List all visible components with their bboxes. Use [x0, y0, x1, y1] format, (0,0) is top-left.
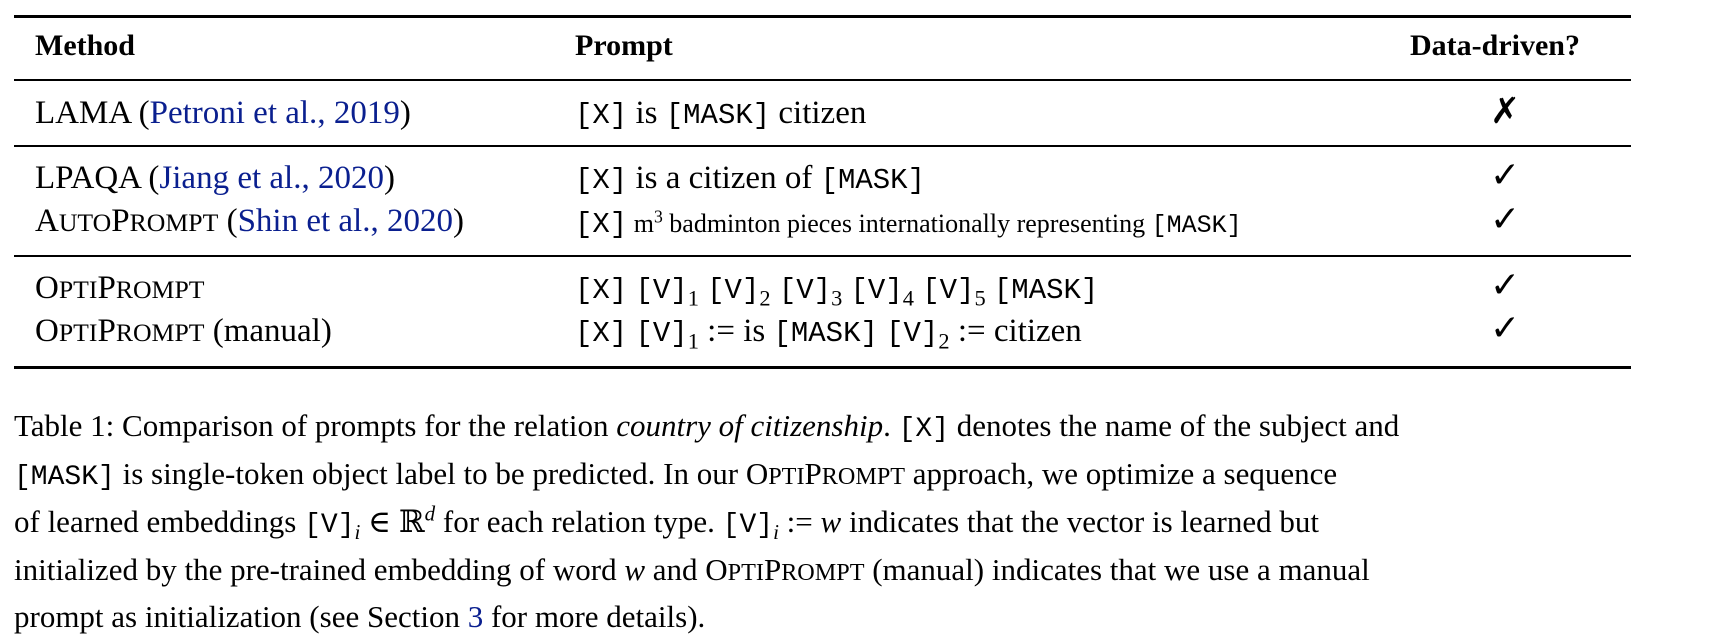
row-lpaqa-prompt: [X] is a citizen of [MASK] — [575, 160, 925, 197]
row-optiprompt-prompt: [X] $[V]_1$ $[V]_2$ $[V]_3$ $[V]_4$ $[V]_5$ [MASK] — [575, 274, 1099, 311]
row-lama-prompt: [X] is [MASK] citizen — [575, 95, 867, 132]
header-prompt: Prompt — [575, 29, 673, 62]
check-mark: ✓ — [1490, 265, 1521, 306]
optiprompt-name: OPTIPROMPT — [745, 456, 906, 491]
caption-line-3: of learned embeddings $[V]_i$ ∈ ℝ$^d$ for each relation type. $[V]_i$ := w indicates that the vector is learned but — [14, 501, 1319, 545]
token-x: [X] — [575, 164, 628, 197]
row-autoprompt-prompt: [X] $m^3$ badminton pieces internationally representing [MASK] — [575, 206, 1242, 241]
row-lama-method: LAMA (Petroni et al., 2019) — [35, 95, 411, 131]
row-optiprompt-method — [35, 272, 204, 305]
token-mask: [MASK] — [993, 274, 1099, 307]
optiprompt-name: OPTIPROMPT — [705, 552, 865, 587]
citation-link[interactable]: Petroni et al., 2019 — [149, 95, 400, 131]
token-x: [X] — [575, 317, 628, 350]
caption-line-2: [MASK] is single-token object label to be predicted. In our OPTIPROMPT approach, we optimize a sequence — [14, 456, 1338, 493]
table-top-rule — [14, 15, 1631, 18]
caption-line-5: prompt as initialization (see Section 3 for more details). — [14, 599, 706, 634]
token-x: [X] — [575, 99, 628, 132]
check-mark: ✓ — [1490, 155, 1521, 196]
token-x: [X] — [575, 274, 628, 307]
token-x: [X] — [575, 208, 628, 241]
method-name: AUTOPROMPT — [35, 203, 219, 239]
token-mask: [MASK] — [1151, 211, 1242, 240]
caption-line-1: Table 1: Comparison of prompts for the relation country of citizenship. [X] denotes the name of the subject and — [14, 408, 1400, 445]
cross-mark: ✗ — [1490, 91, 1521, 132]
row-lpaqa-method: LPAQA (Jiang et al., 2020) — [35, 160, 395, 196]
citation-link[interactable]: Shin et al., 2020 — [237, 203, 453, 239]
method-name: OPTIPROMPT — [35, 313, 205, 349]
token-mask: [MASK] — [820, 164, 925, 197]
row-autoprompt-method: AUTOPROMPT (Shin et al., 2020) — [35, 203, 464, 239]
table-caption — [14, 404, 1704, 639]
row-optiprompt-manual-prompt: [X] $[V]_1$ := is [MASK] $[V]_2$ := citizen — [575, 313, 1082, 354]
token-mask: [MASK] — [773, 317, 878, 350]
row-optiprompt-manual-method: OPTIPROMPT (manual) — [35, 313, 332, 349]
table-bottom-rule — [14, 366, 1631, 369]
caption-line-4: initialized by the pre-trained embedding of word w and OPTIPROMPT (manual) indicates that we use a manual — [14, 552, 1370, 587]
table-header-rule — [14, 79, 1631, 81]
citation-link[interactable]: Jiang et al., 2020 — [159, 160, 384, 196]
token-mask: [MASK] — [665, 99, 771, 132]
header-data-driven: Data-driven? — [1410, 29, 1580, 62]
table-rule-2 — [14, 255, 1631, 257]
check-mark: ✓ — [1490, 199, 1521, 240]
method-name: OPTIPROMPT — [35, 270, 205, 306]
check-mark: ✓ — [1490, 308, 1521, 349]
table-rule-1 — [14, 145, 1631, 147]
method-name: LAMA — [35, 95, 131, 131]
header-method: Method — [35, 29, 135, 62]
section-link[interactable]: 3 — [467, 599, 484, 634]
method-name: LPAQA — [35, 160, 141, 196]
